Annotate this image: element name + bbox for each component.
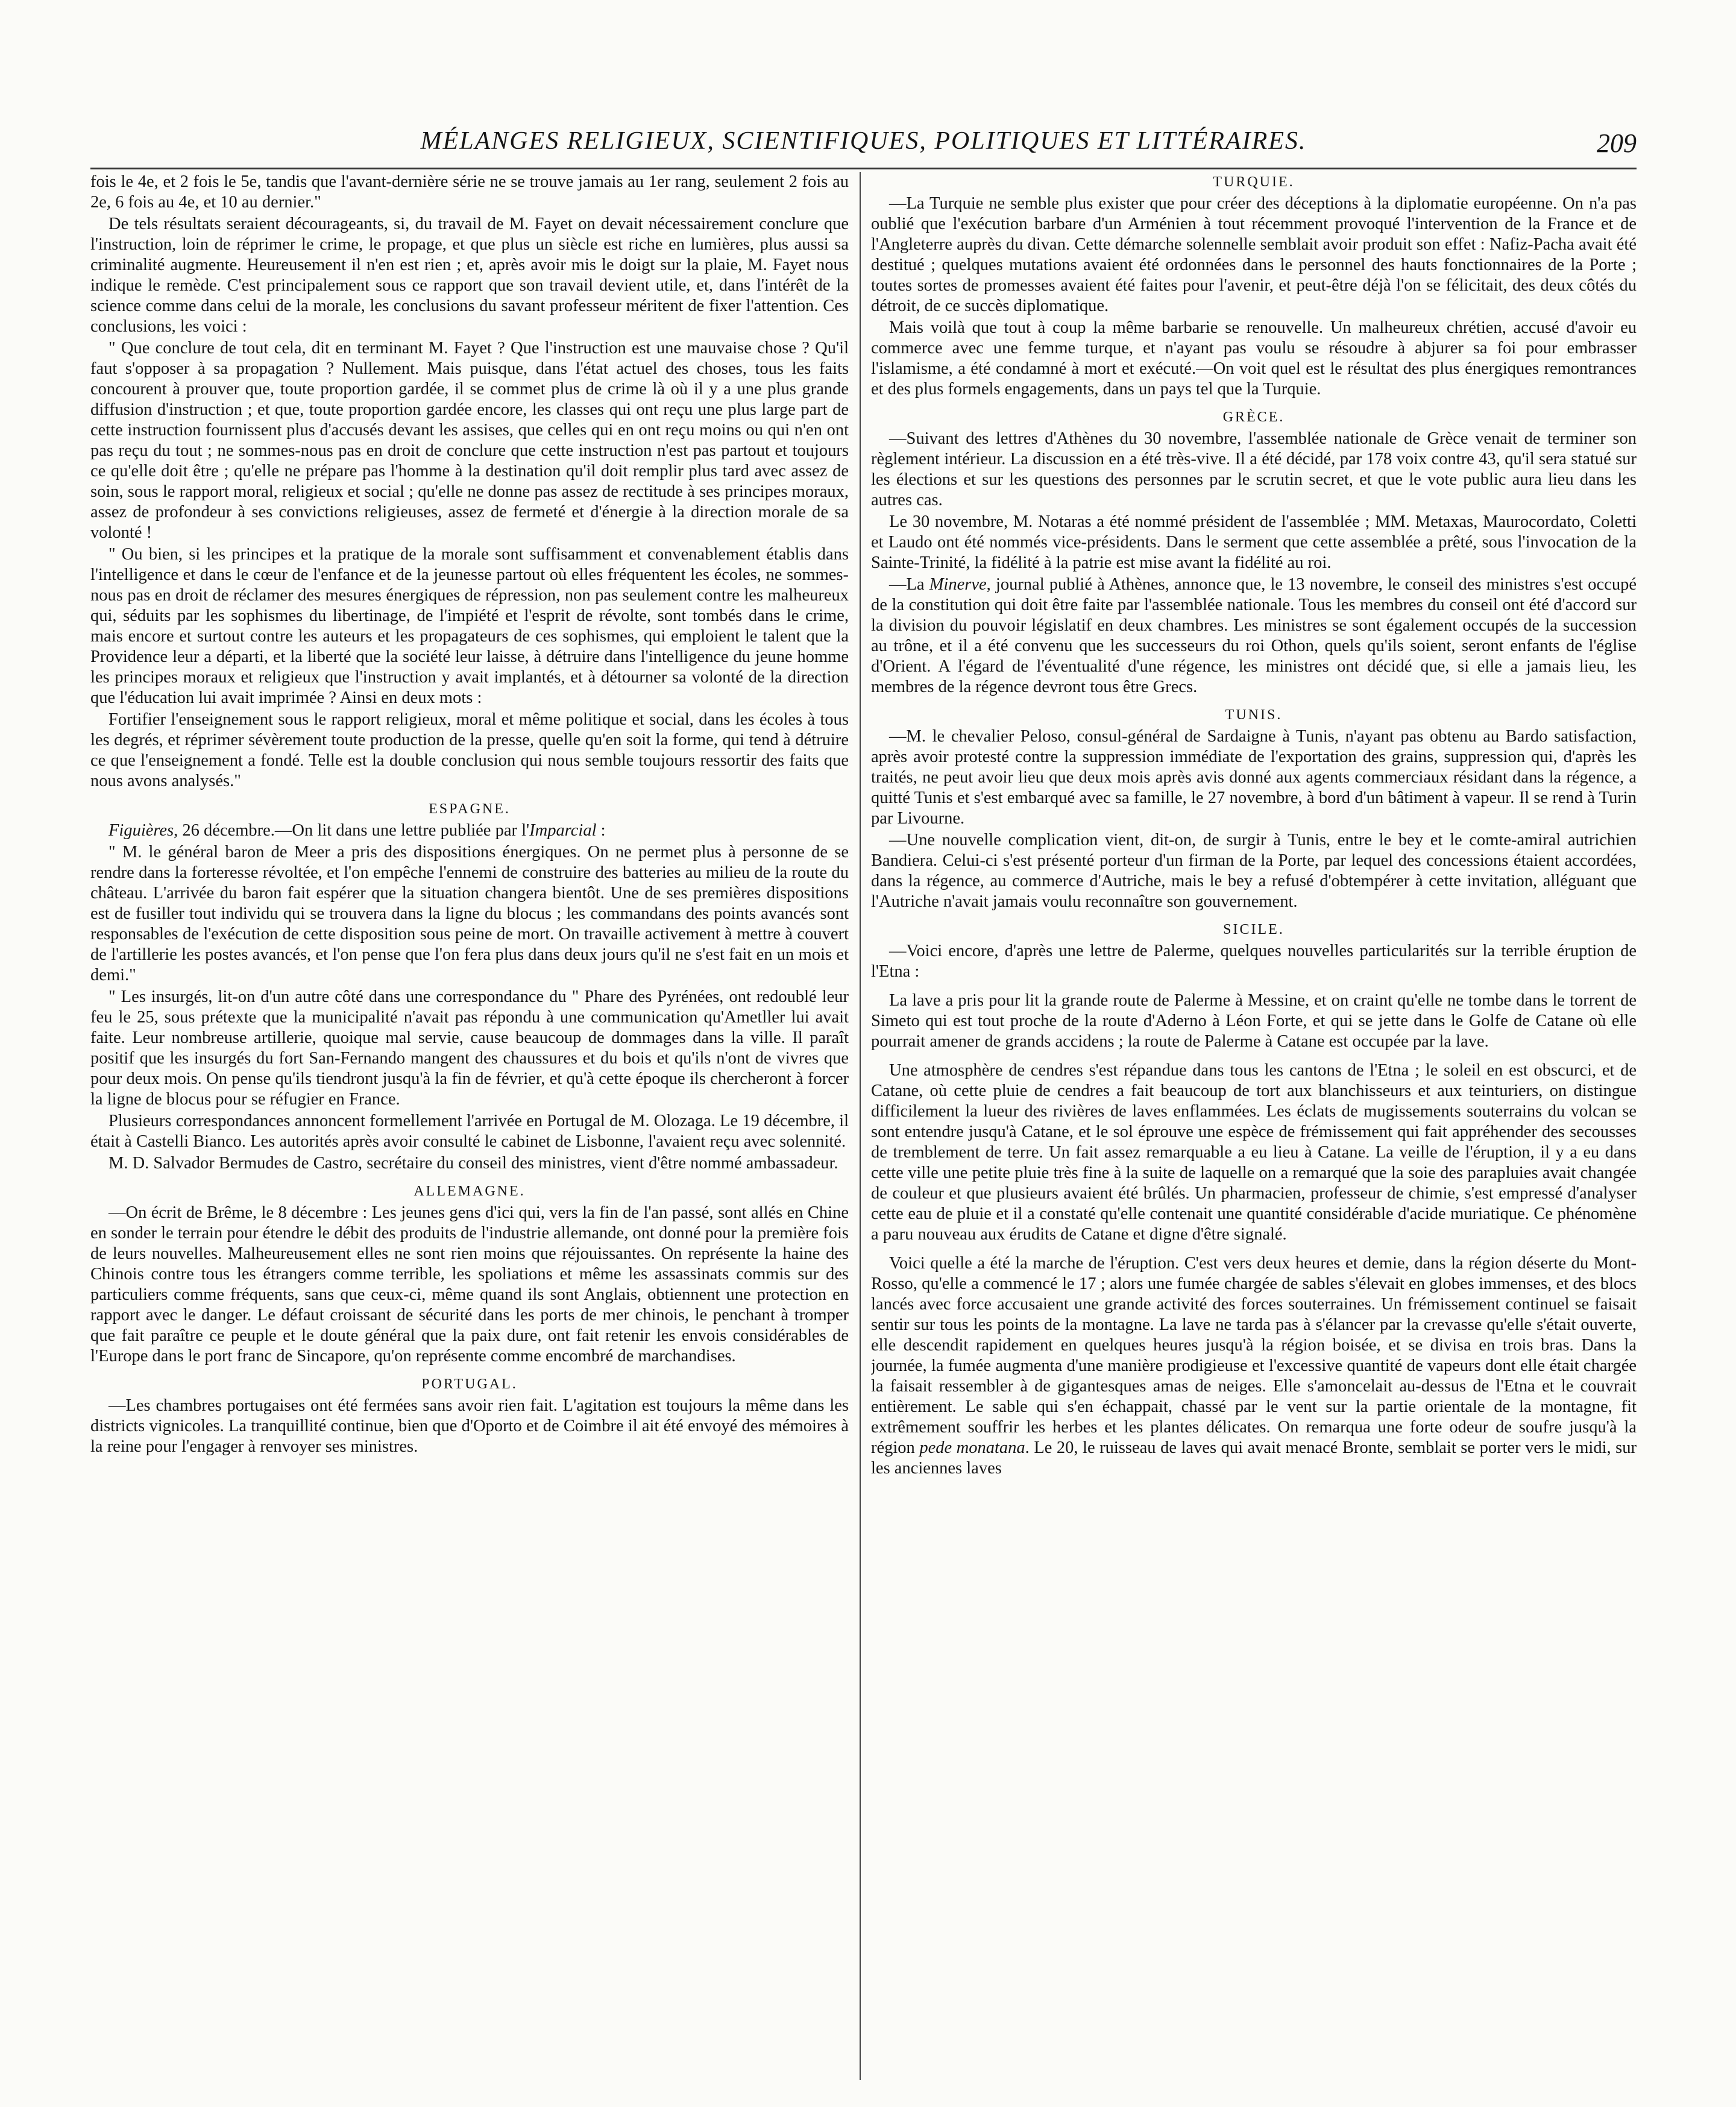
running-title: MÉLANGES RELIGIEUX, SCIENTIFIQUES, POLITIQUES ET LITTÉRAIRES. — [420, 127, 1307, 155]
section-heading-sicile: SICILE. — [1223, 922, 1285, 937]
paragraph: La lave a pris pour lit la grande route de Palerme à Messine, et on craint qu'elle ne tombe dans le torrent de Simeto qui est tout proche de la route d'Aderno à Léon Forte, et qui se jette dans le Golfe de Catane où elle pourrait amener de grands accidens ; la route de Palerme à Catane est occupée par la lave. — [871, 991, 1637, 1051]
section-heading-turquie: TURQUIE. — [1213, 174, 1295, 190]
page-header — [90, 119, 1637, 169]
section-heading-allemagne: ALLEMAGNE. — [414, 1183, 526, 1199]
paragraph: Plusieurs correspondances annoncent formellement l'arrivée en Portugal de M. Olozaga. Le 19 décembre, il était à Castelli Bianco. Les autorités après avoir consulté le cabinet de Lisbonne, l'avaient reçu avec solennité. — [90, 1112, 849, 1151]
italic-term: pede monatana — [919, 1438, 1025, 1457]
paragraph: " Que conclure de tout cela, dit en terminant M. Fayet ? Que l'instruction est une mauvaise chose ? Qu'il faut s'opposer à sa propagation ? Nullement. Mais puisque, dans l'état actuel des choses, tous les faits concourent à prouver que, toute proportion gardée, il se commet plus de crime là où il y a une plus grande diffusion d'instruction ; et que, toute proportion gardée encore, les classes qui ont reçu une plus large part de cette instruction fournissent plus d'accusés devant les assises, que celles qui en ont reçu moins ou qui n'en ont pas reçu du tout ; ne sommes-nous pas en droit de conclure que cette instruction n'est pas partout et toujours ce qu'elle doit être ; qu'elle ne prépare pas l'homme à la destination qu'il doit remplir plus tard avec assez de soin, sous le rapport moral, religieux et social ; qu'elle ne donne pas assez de rectitude à ses principes moraux, assez de profondeur à ses convictions religieuses, assez de fermeté et d'énergie à la direction morale de sa volonté ! — [90, 339, 849, 542]
paragraph: M. D. Salvador Bermudes de Castro, secrétaire du conseil des ministres, vient d'être nommé ambassadeur. — [108, 1154, 838, 1173]
paragraph — [871, 575, 1637, 698]
newspaper-name: Minerve — [929, 575, 987, 594]
paragraph: Le 30 novembre, M. Notaras a été nommé président de l'assemblée ; MM. Metaxas, Maurocordato, Coletti et Laudo ont été nommés vice-présidents. Dans le serment que cette assemblée a prêté, sous l'invocation de la Sainte-Trinité, la fidélité à la patrie est mise avant la fidélité au roi. — [871, 512, 1637, 572]
section-heading-grece: GRÈCE. — [1222, 409, 1285, 425]
section-heading-portugal: PORTUGAL. — [421, 1376, 518, 1392]
text-run: —La — [889, 575, 929, 594]
newspaper-name: Imparcial — [529, 821, 597, 840]
text-run: Voici quelle a été la marche de l'éruption. C'est vers deux heures et demie, dans la région déserte du Mont-Rosso, qu'elle a commencé le 17 ; alors une fumée chargée de sables s'élevait en globes immenses, et des blocs lancés avec force accusaient une grande activité des forces souterraines. Un frémissement continuel se faisait sentir sur tous les points de la montagne. La lave ne tarda pas à s'élancer par la crevasse qu'elle s'était ouverte, elle descendit rapidement en quelques heures jusqu'à la région boisée, et se divisa en trois bras. Dans la journée, la fumée augmenta d'une manière prodigieuse et l'excessive quantité de vapeurs dont elle était chargée la faisait ressembler à de gigantesques amas de neiges. Elle s'amoncelait au-dessus de l'Etna et le couvrait entièrement. Le sable qui s'en échappait, chassé par le vent sur la partie orientale de la montagne, fit extrêmement souffrir les herbes et les plantes délicates. On remarqua une forte odeur de soufre jusqu'à la région — [871, 1254, 1637, 1457]
text-run: . Le 20, le ruisseau de laves qui avait menacé Bronte, semblait se porter vers le midi, sur les anciennes laves — [871, 1438, 1637, 1478]
dateline-colon: : — [596, 821, 606, 840]
paragraph: —La Turquie ne semble plus exister que pour créer des déceptions à la diplomatie européenne. On n'a pas oublié que l'exécution barbare d'un Arménien à tout récemment provoqué l'intervention de la France et de l'Angleterre auprès du divan. Cette démarche solennelle semblait avoir produit son effet : Nafiz-Pacha avait été destitué ; quelques mutations avaient été ordonnées dans le personnel des hauts fonctionnaires de la Porte ; toutes sortes de promesses avaient été faites pour l'avenir, et peut-être déjà l'on se félicitait, des deux côtés du détroit, de ce succès diplomatique. — [871, 194, 1637, 315]
left-column — [90, 172, 849, 2080]
paragraph: —On écrit de Brême, le 8 décembre : Les jeunes gens d'ici qui, vers la fin de l'an passé, sont allés en Chine en sonder le terrain pour étendre le débit des produits de l'industrie allemande, ont donné pour la première fois de leurs nouvelles. Malheureusement elles ne sont rien moins que réjouissantes. On représente la haine des Chinois contre tous les étrangers comme terrible, les spoliations et même les assassinats commis sur des particuliers comme fréquents, sans que ceux-ci, même quand ils sont Anglais, obtiennent une protection en rapport avec le danger. Le défaut croissant de sécurité dans les ports de mer chinois, le penchant à tromper que fait paraître ce peuple et le doute général que la paix dure, ont fait retenir les envois considérables de l'Europe dans le port franc de Sincapore, qu'on représente comme encombré de marchandises. — [90, 1203, 849, 1365]
paragraph: " Les insurgés, lit-on d'un autre côté dans une correspondance du " Phare des Pyrénées, ont redoublé leur feu le 25, sous prétexte que la municipalité n'avait pas répondu à une communication qu'Ametller lui avait faite. Leur nombreuse artillerie, quoique mal servie, cause beaucoup de dommages dans la ville. Il paraît positif que les insurgés du fort San-Fernando mangent des chaussures et du bois et qu'ils n'ont de vivres que pour deux mois. On pense qu'ils tiendront jusqu'à la fin de février, et qu'à cette époque ils chercheront à forcer la ligne de blocus pour se réfugier en France. — [90, 987, 849, 1109]
paragraph — [871, 1253, 1637, 1479]
text-run: , journal publié à Athènes, annonce que, le 13 novembre, le conseil des ministres s'est occupé de la constitution qui doit être faite par l'assemblée nationale. Tous les membres du conseil ont été d'accord sur la division du pouvoir législatif en deux chambres. Les ministres se sont également occupés de la succession au trône, et il a été convenu que les successeurs du roi Othon, quels qu'ils soient, seront enfants de l'église d'Orient. A l'égard de l'éventualité d'une régence, les ministres ont décidé que, si elle a jamais lieu, les membres de la régence devront tous être Grecs. — [871, 575, 1637, 696]
dateline-text: , 26 décembre.—On lit dans une lettre publiée par l' — [174, 821, 530, 840]
paragraph: —Voici encore, d'après une lettre de Palerme, quelques nouvelles particularités sur la terrible éruption de l'Etna : — [871, 942, 1637, 981]
paragraph: Fortifier l'enseignement sous le rapport religieux, moral et même politique et social, dans les écoles à tous les degrés, et réprimer sévèrement toute production de la presse, quelle qu'en soit la forme, qui tend à détruire ce que l'enseignement a fondé. Telle est la double conclusion qui nous semble toujours ressortir des faits que nous avons analysés." — [90, 710, 849, 790]
paragraph: " M. le général baron de Meer a pris des dispositions énergiques. On ne permet plus à personne de se rendre dans la forteresse révoltée, et l'on empêche l'ennemi de construire des batteries au milieu de la route du château. L'arrivée du baron fait espérer que la situation changera bientôt. Une de ses premières dispositions est de fusiller tout individu qui se trouvera dans la ligne du blocus ; les commandans des points avancés sont responsables de l'exécution de cette disposition sous peine de mort. On travaille activement à mettre à couvert de l'artillerie les postes avancés, et l'on pense que l'on fera plus dans deux jours qu'il ne s'est fait en un mois et demi." — [90, 843, 849, 984]
paragraph: fois le 4e, et 2 fois le 5e, tandis que l'avant-dernière série ne se trouve jamais au 1er rang, seulement 2 fois au 2e, 6 fois au 4e, et 10 au dernier." — [90, 172, 849, 212]
section-heading-tunis: TUNIS. — [1225, 707, 1283, 723]
paragraph: —M. le chevalier Peloso, consul-général de Sardaigne à Tunis, n'ayant pas obtenu au Bardo satisfaction, après avoir protesté contre la suppression immédiate de l'exportation des grains, suppression qui, d'après les traités, ne peut avoir lieu que deux mois après avis donné aux agents commerciaux résidant dans la régence, a quitté Tunis et s'est embarqué avec sa famille, le 27 novembre, à bord d'un bâtiment à vapeur. Il se rend à Turin par Livourne. — [871, 727, 1637, 828]
paragraph: Mais voilà que tout à coup la même barbarie se renouvelle. Un malheureux chrétien, accusé d'avoir eu commerce avec une femme turque, et n'ayant pas voulu se résoudre à abjurer sa foi pour embrasser l'islamisme, a été condamné à mort et exécuté.—On voit quel est le résultat des plus énergiques remontrances et des plus formels engagements, dans un pays tel que la Turquie. — [871, 318, 1637, 398]
paragraph: —Suivant des lettres d'Athènes du 30 novembre, l'assemblée nationale de Grèce venait de terminer son règlement intérieur. La discussion en a été très-vive. Il a été décidé, par 178 voix contre 43, qu'il sera statué sur les élections et sur les questions des personnes par le scrutin secret, et que le vote public aura lieu dans les autres cas. — [871, 429, 1637, 509]
paragraph: —Une nouvelle complication vient, dit-on, de surgir à Tunis, entre le bey et le comte-amiral autrichien Bandiera. Celui-ci s'est présenté porteur d'un firman de la Porte, par lequel des concessions étaient accordées, dans la régence, au commerce d'Autriche, mais le bey a refusé d'obtempérer à cette invitation, alléguant que l'Autriche n'avait jamais voulu reconnaître son gouvernement. — [871, 831, 1637, 911]
right-column — [871, 172, 1637, 2080]
paragraph: " Ou bien, si les principes et la pratique de la morale sont suffisamment et convenablement établis dans l'intelligence et dans le cœur de l'enfance et de la jeunesse partout où elles fréquentent les écoles, ne sommes-nous pas en droit de réclamer des mesures énergiques de répression, non pas seulement contre les malheureux qui, séduits par les sophismes du libertinage, de l'impiété et l'esprit de révolte, sont tombés dans le crime, mais encore et surtout contre les auteurs et les propagateurs de ces sophismes, qui emploient le talent que la Providence leur a départi, et la liberté que la société leur laisse, à détruire dans l'intelligence du jeune homme les principes moraux et religieux que l'instruction y avait implantés, et à détourner sa volonté de la direction que l'éducation lui avait imprimée ? Ainsi en deux mots : — [90, 545, 849, 707]
paragraph: De tels résultats seraient décourageants, si, du travail de M. Fayet on devait nécessairement conclure que l'instruction, loin de réprimer le crime, le propage, et que plus un siècle est riche en lumières, plus aussi sa criminalité augmente. Heureusement il n'en est rien ; et, après avoir mis le doigt sur la plaie, M. Fayet nous indique le remède. C'est principalement sous ce rapport que son travail devient utile, et, dans l'intérêt de la science comme dans celui de la morale, les conclusions du savant professeur méritent de fixer l'attention. Ces conclusions, les voici : — [90, 215, 849, 336]
page-number: 209 — [1597, 128, 1637, 158]
dateline-place: Figuières — [108, 821, 174, 840]
section-heading-espagne: ESPAGNE. — [429, 801, 511, 817]
paragraph — [90, 820, 849, 841]
paragraph: Une atmosphère de cendres s'est répandue dans tous les cantons de l'Etna ; le soleil en est obscurci, et de Catane, où cette pluie de cendres a fait beaucoup de tort aux blanchisseurs et aux teinturiers, on distingue difficilement la lueur des rivières de laves enflammées. Les éclats de mugissements souterrains du volcan se sont entendre jusqu'à Catane, et le sol éprouve une espèce de frémissement qui fait appréhender des secousses de tremblement de terre. Un fait assez remarquable a eu lieu à Catane. La veille de l'éruption, il y a eu dans cette ville une petite pluie très fine à la suite de laquelle on a remarqué que la soie des parapluies avait changée de couleur et que plusieurs avaient été brûlés. Un pharmacien, professeur de chimie, s'est empressé d'analyser cette eau de pluie et il a constaté qu'elle contenait une quantité considérable d'acide muriatique. Ce phénomène a paru nouveau aux érudits de Catane et digne d'être signalé. — [871, 1061, 1637, 1244]
column-divider — [860, 172, 861, 2080]
paragraph: —Les chambres portugaises ont été fermées sans avoir rien fait. L'agitation est toujours la même dans les districts vignicoles. La tranquillité continue, bien que d'Oporto et de Coimbre il ait été envoyé des mémoires à la reine pour l'engager à renvoyer ses ministres. — [90, 1396, 849, 1456]
